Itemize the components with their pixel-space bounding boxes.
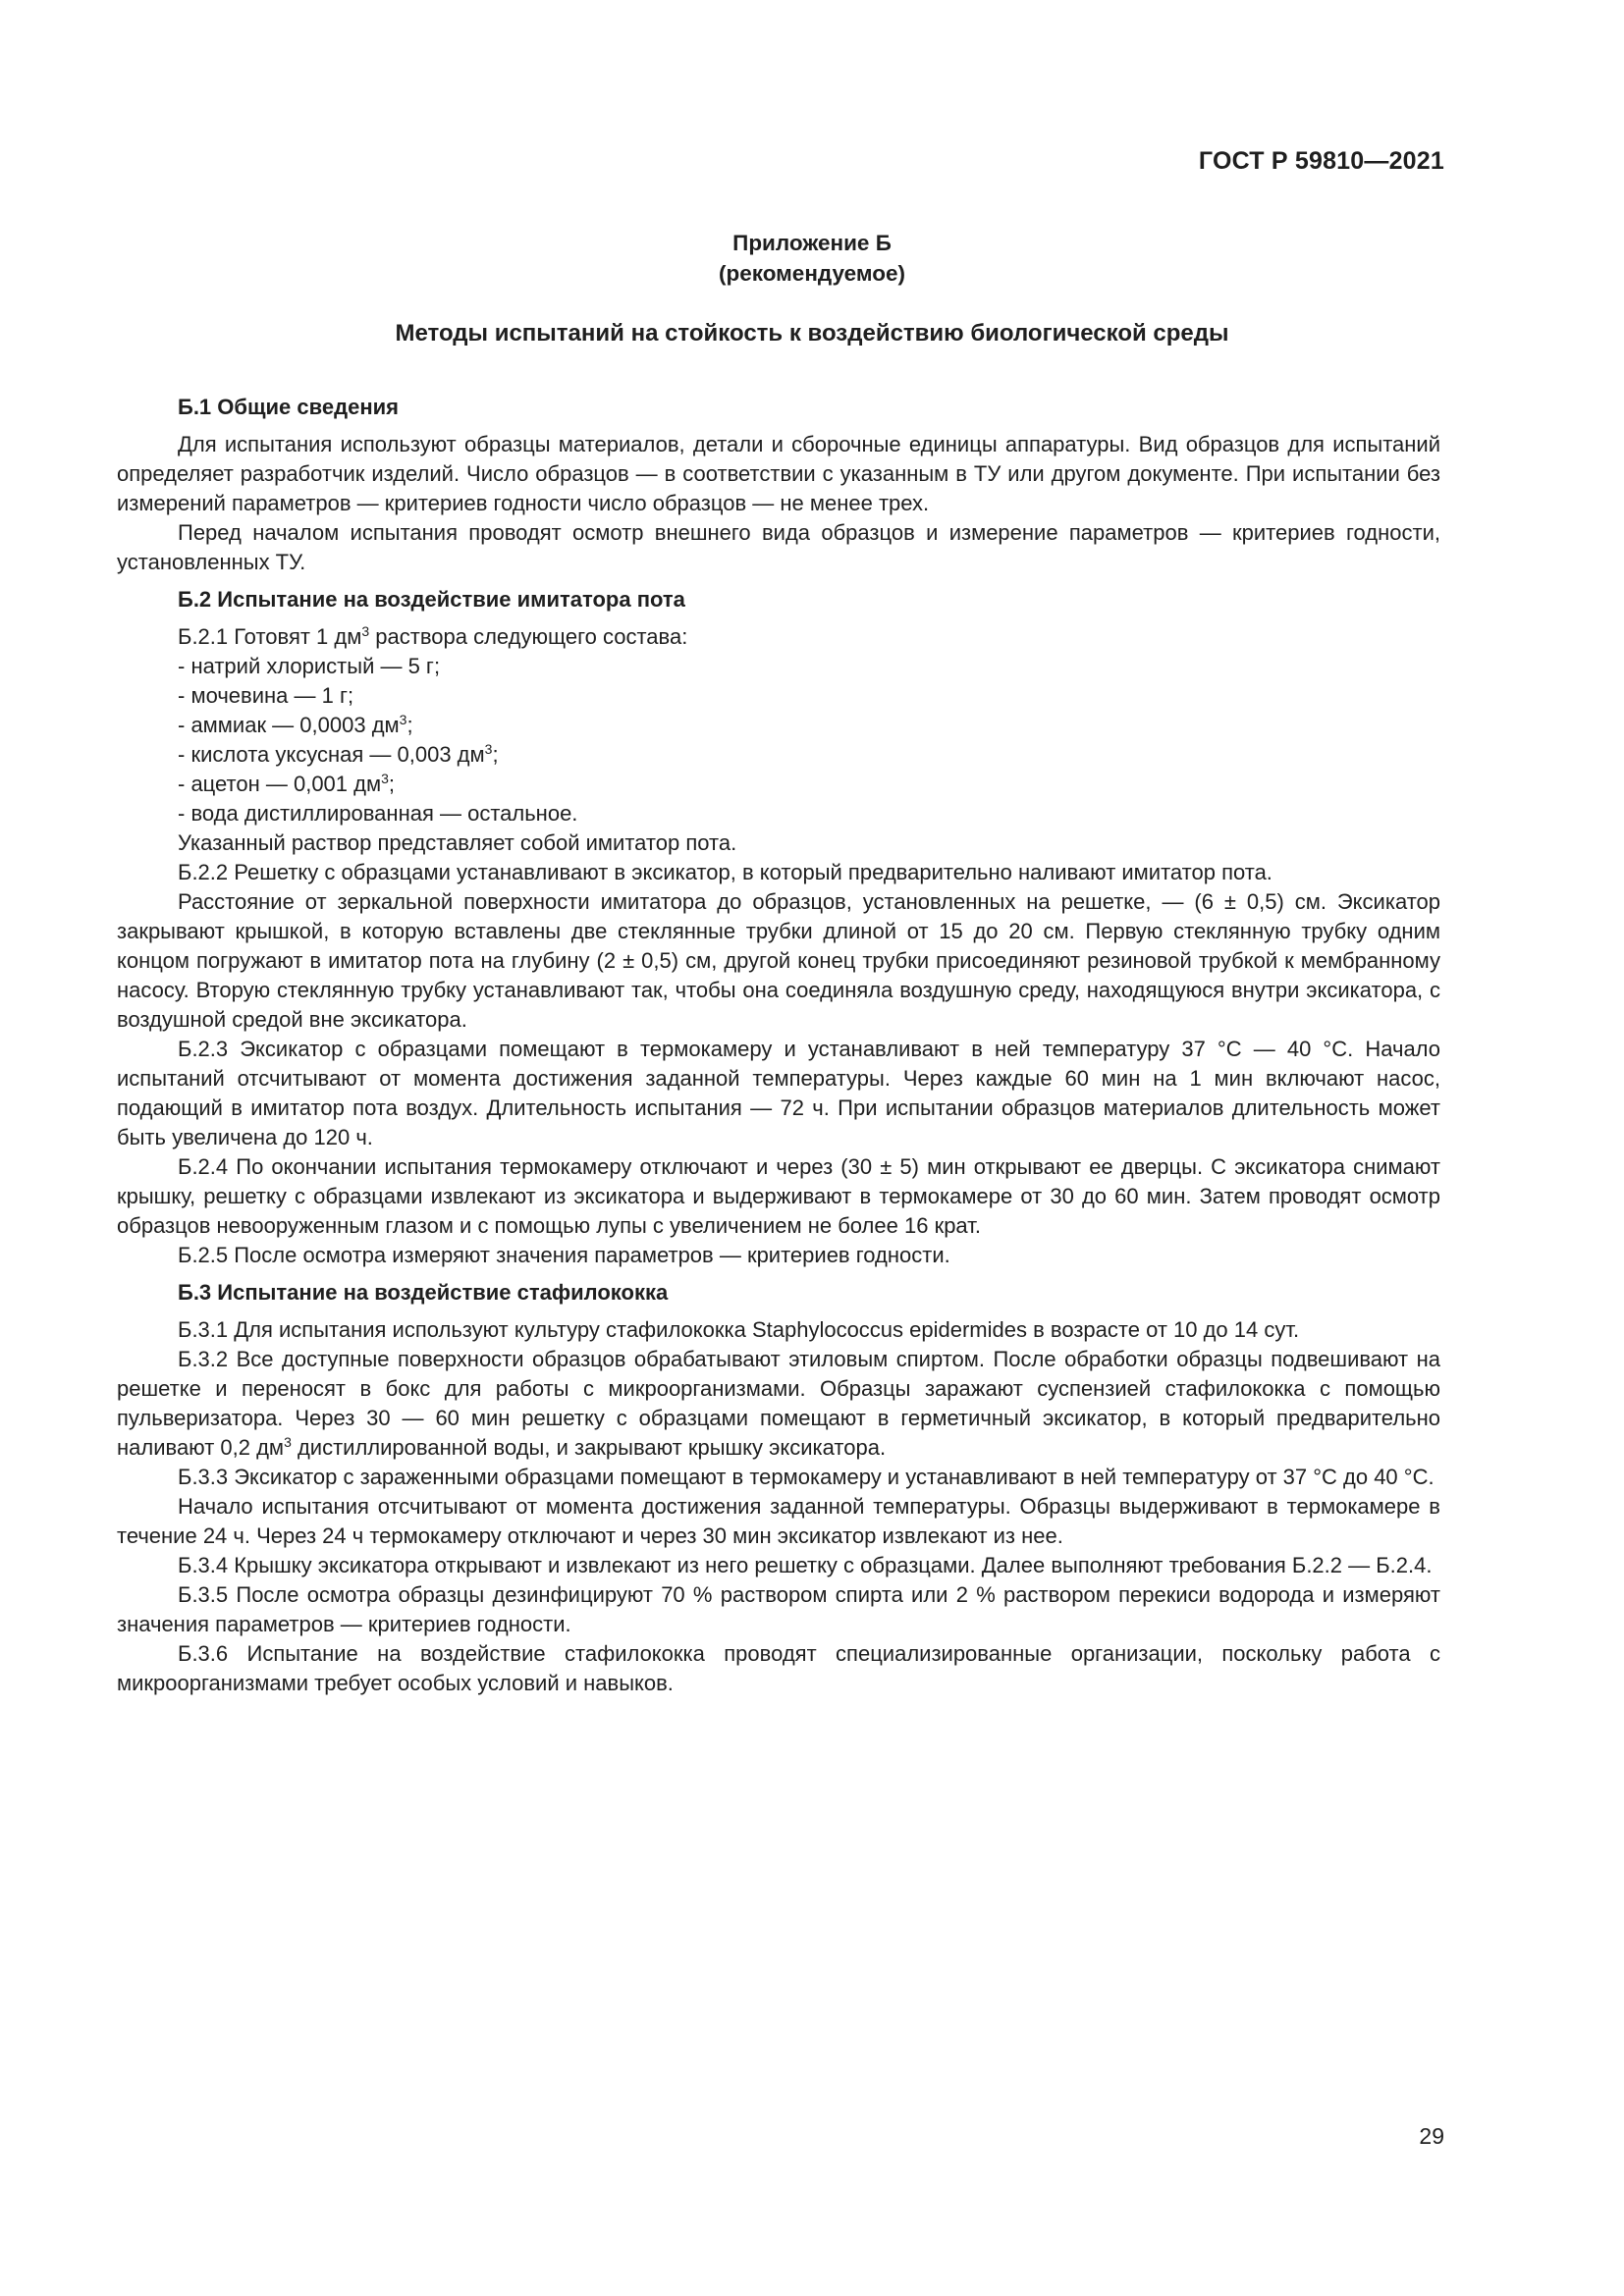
page-number: 29 xyxy=(1419,2123,1444,2149)
annex-title: Методы испытаний на стойкость к воздействию биологической среды xyxy=(395,320,1229,347)
paragraph: Указанный раствор представляет собой имитатор пота. xyxy=(178,830,737,855)
annex-status: (рекомендуемое) xyxy=(719,261,905,286)
paragraph: Б.3.5 После осмотра образцы дезинфицируют 70 % раствором спирта или 2 % раствором перекиси водорода и измеряют значения параметров — критериев годности. xyxy=(117,1582,1440,1636)
paragraph: Начало испытания отсчитывают от момента достижения заданной температуры. Образцы выдерживают в термокамере в течение 24 ч. Через 24 ч термокамеру отключают и через 30 мин эксикатор извлекают из нее. xyxy=(117,1494,1440,1548)
paragraph: Б.3.6 Испытание на воздействие стафилококка проводят специализированные организации, поскольку работа с микроорганизмами требует особых условий и навыков. xyxy=(117,1641,1440,1695)
annex-label: Приложение Б xyxy=(732,231,892,255)
document-code: ГОСТ Р 59810—2021 xyxy=(1198,147,1444,175)
paragraph xyxy=(117,622,1440,652)
text: ; xyxy=(492,742,499,767)
paragraph: Б.2.5 После осмотра измеряют значения параметров — критериев годности. xyxy=(178,1243,950,1267)
text: Б.3.2 Все доступные поверхности образцов обрабатывают этиловым спиртом. После обработки образцы подвешивают на решетке и переносят в бокс для работы с микроорганизмами. Образцы заражают суспензией стафилококка с помощью пульверизатора. Через 30 — 60 мин решетку с образцами помещают в герметичный эксикатор, в который предварительно наливают 0,2 дм xyxy=(117,1347,1440,1460)
text: - кислота уксусная — 0,003 дм xyxy=(178,742,485,767)
list-item: - мочевина — 1 г; xyxy=(178,683,354,708)
superscript: 3 xyxy=(484,741,493,757)
paragraph: Перед началом испытания проводят осмотр внешнего вида образцов и измерение параметров — критериев годности, установленных ТУ. xyxy=(117,520,1440,574)
document-body xyxy=(117,393,1440,1698)
paragraph: Б.2.2 Решетку с образцами устанавливают в эксикатор, в который предварительно наливают имитатор пота. xyxy=(178,860,1272,884)
annex-header xyxy=(0,228,1624,289)
text: - аммиак — 0,0003 дм xyxy=(178,713,400,737)
paragraph: Б.3.1 Для испытания используют культуру стафилококка Staphylococcus epidermides в возрасте от 10 до 14 сут. xyxy=(178,1317,1300,1342)
paragraph xyxy=(117,1345,1440,1463)
list-item: - вода дистиллированная — остальное. xyxy=(178,801,578,826)
text: ; xyxy=(388,772,396,796)
text: Б.2.1 Готовят 1 дм xyxy=(178,624,362,649)
list-item xyxy=(117,711,1440,740)
text: раствора следующего состава: xyxy=(369,624,688,649)
paragraph: Б.2.4 По окончании испытания термокамеру отключают и через (30 ± 5) мин открывают ее дверцы. С эксикатора снимают крышку, решетку с образцами извлекают из эксикатора и выдерживают в термокамере от 30 до 60 мин. Затем проводят осмотр образцов невооруженным глазом и с помощью лупы с увеличением не более 16 крат. xyxy=(117,1154,1440,1238)
list-item: - натрий хлористый — 5 г; xyxy=(178,654,441,678)
paragraph: Для испытания используют образцы материалов, детали и сборочные единицы аппаратуры. Вид образцов для испытаний определяет разработчик изделий. Число образцов — в соответствии с указанным в ТУ или другом документе. При испытании без измерений параметров — критериев годности число образцов — не менее трех. xyxy=(117,432,1440,515)
superscript: 3 xyxy=(381,771,389,786)
section-heading: Б.3 Испытание на воздействие стафилококка xyxy=(178,1280,669,1305)
superscript: 3 xyxy=(284,1434,292,1450)
paragraph: Расстояние от зеркальной поверхности имитатора до образцов, установленных на решетке, — (6 ± 0,5) см. Эксикатор закрывают крышкой, в которую вставлены две стеклянные трубки длиной от 15 до 20 см. Первую стеклянную трубку одним концом погружают в имитатор пота на глубину (2 ± 0,5) см, другой конец трубки присоединяют резиновой трубкой к мембранному насосу. Вторую стеклянную трубку устанавливают так, чтобы она соединяла воздушную среду, находящуюся внутри эксикатора, с воздушной средой вне эксикатора. xyxy=(117,889,1440,1032)
section-heading: Б.1 Общие сведения xyxy=(178,395,399,419)
text: дистиллированной воды, и закрывают крышку эксикатора. xyxy=(291,1435,887,1460)
paragraph: Б.3.3 Эксикатор с зараженными образцами помещают в термокамеру и устанавливают в ней температуру от 37 °С до 40 °С. xyxy=(178,1465,1435,1489)
text: ; xyxy=(406,713,413,737)
section-heading: Б.2 Испытание на воздействие имитатора пота xyxy=(178,587,685,612)
superscript: 3 xyxy=(361,623,370,639)
superscript: 3 xyxy=(399,712,407,727)
text: - ацетон — 0,001 дм xyxy=(178,772,382,796)
paragraph: Б.3.4 Крышку эксикатора открывают и извлекают из него решетку с образцами. Далее выполняют требования Б.2.2 — Б.2.4. xyxy=(178,1553,1433,1577)
paragraph: Б.2.3 Эксикатор с образцами помещают в термокамеру и устанавливают в ней температуру 37 °С — 40 °С. Начало испытаний отсчитывают от момента достижения заданной температуры. Через каждые 60 мин на 1 мин включают насос, подающий в имитатор пота воздух. Длительность испытания — 72 ч. При испытании образцов материалов длительность может быть увеличена до 120 ч. xyxy=(117,1037,1440,1149)
list-item xyxy=(117,770,1440,799)
list-item xyxy=(117,740,1440,770)
